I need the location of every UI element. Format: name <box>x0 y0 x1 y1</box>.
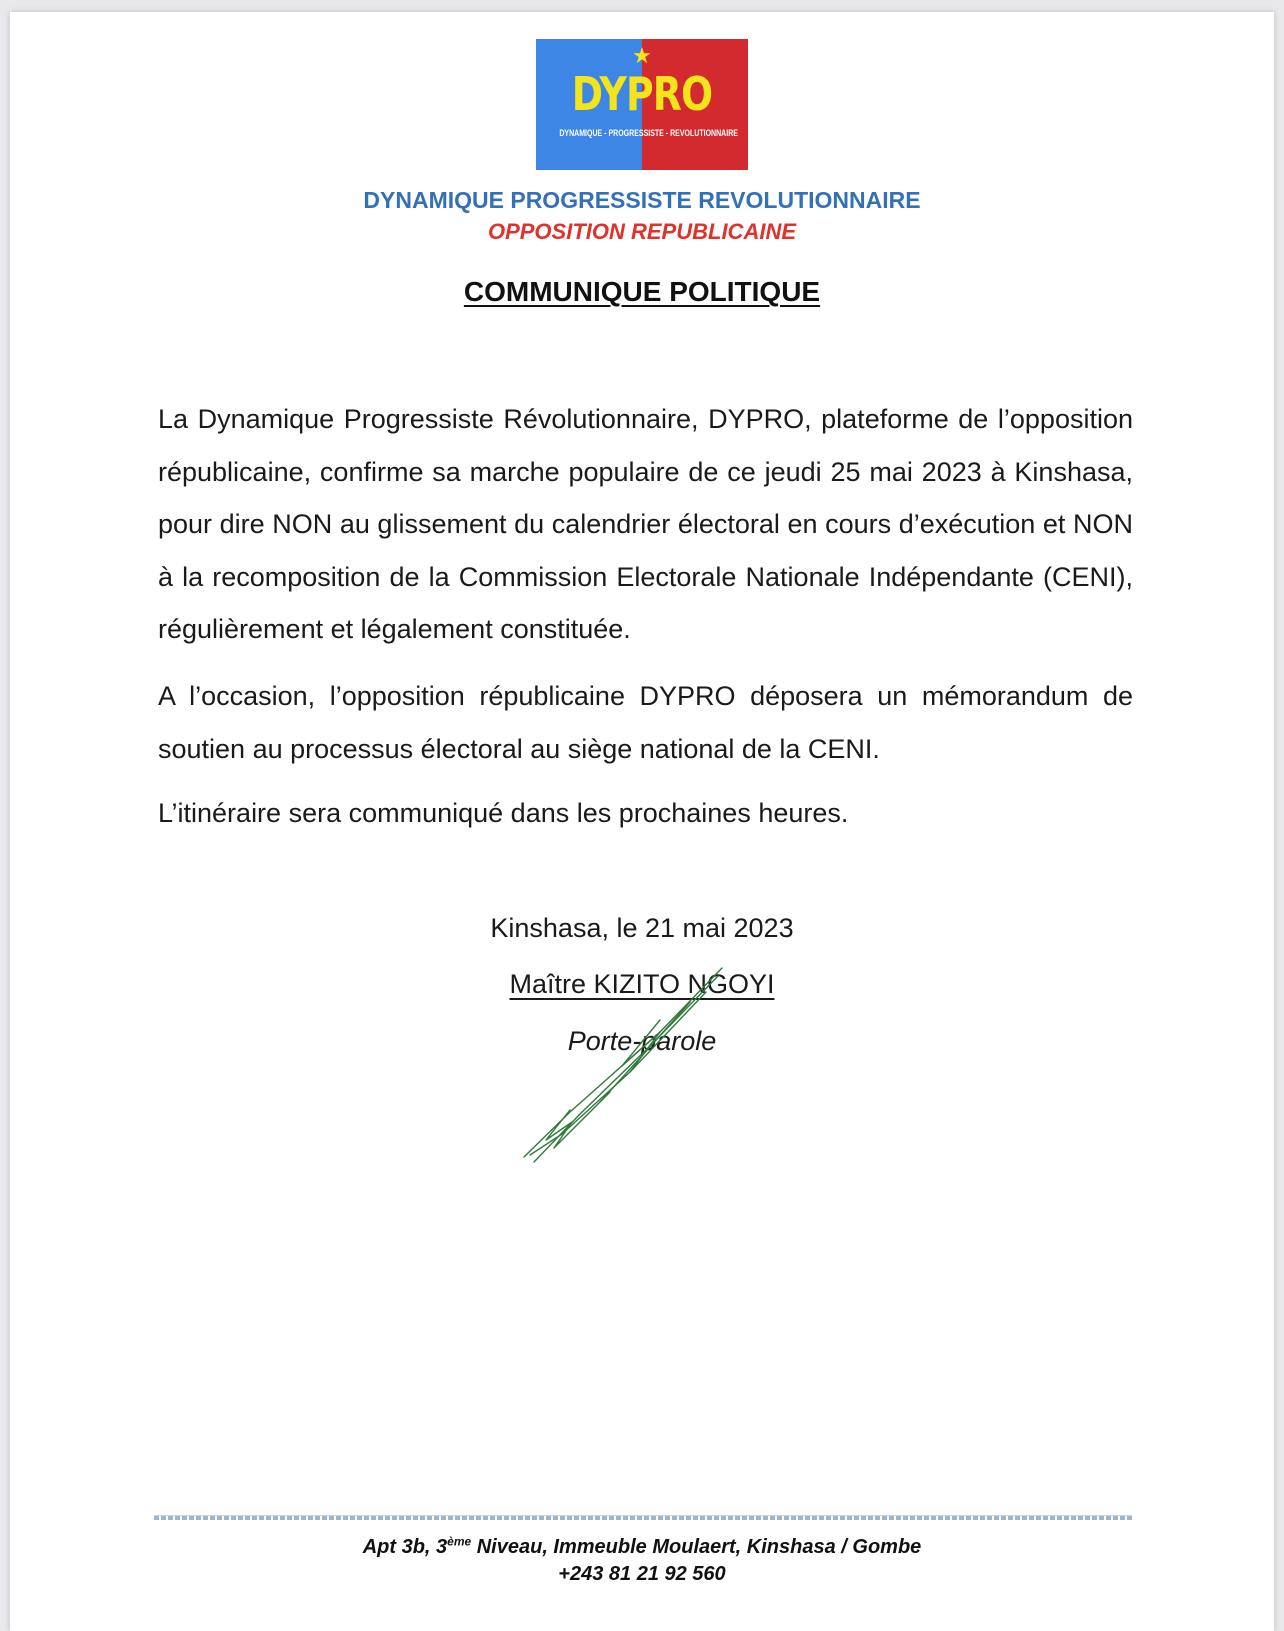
footer-divider <box>154 1515 1132 1520</box>
handwritten-signature <box>510 962 770 1172</box>
dypro-logo <box>536 39 748 170</box>
footer-address <box>10 1534 1274 1560</box>
footer-address-end: Niveau, Immeuble Moulaert, Kinshasa / Gombe <box>471 1536 922 1558</box>
signatory-name: Maître KIZITO NGOYI <box>509 969 775 999</box>
logo-name: DYPRO <box>571 67 713 121</box>
signature-place-date: Kinshasa, le 21 mai 2023 <box>490 913 794 943</box>
body-paragraph-2: A l’occasion, l’opposition républicaine DYPRO déposera un mémorandum de soutien au processus électoral au siège national de la CENI. <box>158 681 1133 764</box>
logo-tagline: DYNAMIQUE - PROGRESSISTE - REVOLUTIONNAIRE <box>559 128 738 138</box>
document-title-text: COMMUNIQUE POLITIQUE <box>463 276 821 307</box>
body-paragraph-1: La Dynamique Progressiste Révolutionnaire, DYPRO, plateforme de l’opposition républicaine, confirme sa marche populaire de ce jeudi 25 mai 2023 à Kinshasa, pour dire NON au glissement du calendrier électoral en cours d’exécution et NON à la recomposition de la Commission Electorale Nationale Indépendante (CENI), régulièrement et légalement constituée. <box>158 404 1133 644</box>
star-icon: ★ <box>632 43 652 68</box>
organization-subtitle: OPPOSITION REPUBLICAINE <box>487 219 797 244</box>
footer-address-start: Apt 3b, 3 <box>362 1536 448 1558</box>
footer-phone: +243 81 21 92 560 <box>558 1563 726 1585</box>
signatory-role: Porte-parole <box>567 1026 717 1056</box>
body-paragraph-3: L’itinéraire sera communiqué dans les prochaines heures. <box>158 798 849 828</box>
document-title <box>10 274 1274 310</box>
document-page <box>10 12 1274 1631</box>
footer-address-superscript: ème <box>447 1534 472 1549</box>
organization-name: DYNAMIQUE PROGRESSISTE REVOLUTIONNAIRE <box>363 187 921 213</box>
